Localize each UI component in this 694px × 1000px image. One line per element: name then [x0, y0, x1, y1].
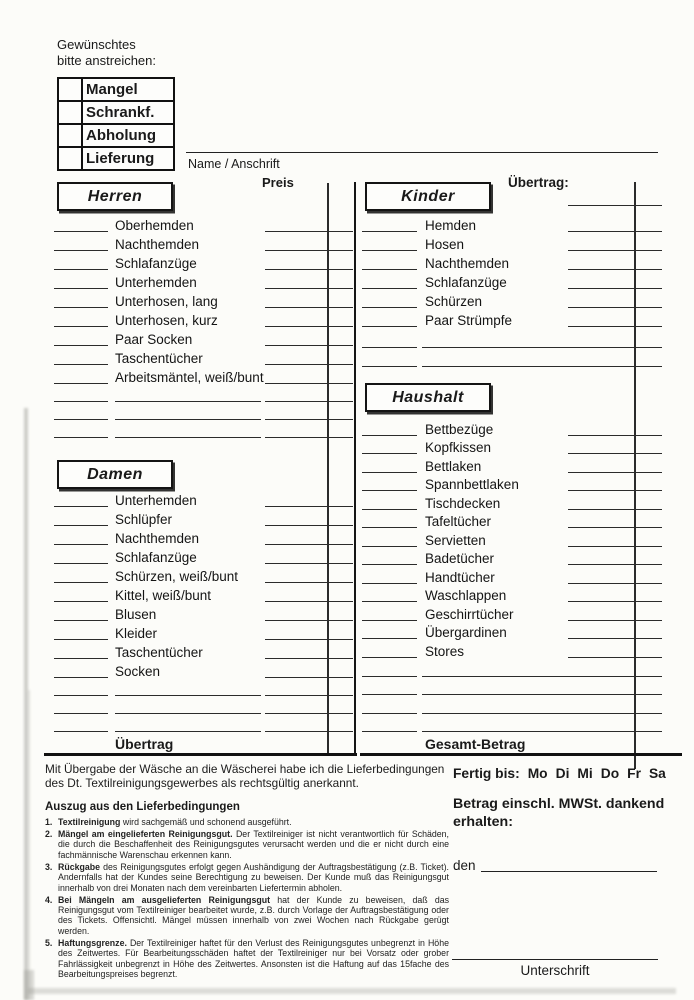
item-fill-line: [115, 401, 261, 402]
term-number: 1.: [45, 817, 53, 827]
quantity-fill-line: [54, 419, 108, 420]
blank-row: [38, 404, 355, 422]
term-lead: Rückgabe: [58, 861, 101, 872]
quantity-fill-line: [362, 676, 417, 677]
acknowledgement-text: Mit Übergabe der Wäsche an die Wäscherei habe ich die Lieferbedingungen des Dt. Textilreinigungsgewerbes als rechtsgültig anerkannt.: [45, 762, 445, 790]
price-fill-line: [265, 288, 353, 289]
item-label: Unterhosen, lang: [115, 294, 218, 309]
item-label: Kopfkissen: [425, 440, 492, 455]
price-fill-line: [568, 509, 662, 510]
price-fill-line: [265, 525, 353, 526]
haushalt-blank-rows: [355, 660, 662, 734]
marking-option-label: Schrankf.: [86, 104, 155, 121]
item-row: [355, 604, 662, 623]
item-row: [355, 475, 662, 494]
instruction-line2: bitte anstreichen:: [57, 52, 157, 68]
item-row: [38, 367, 355, 386]
price-fill-line: [568, 231, 662, 232]
item-label: Arbeitsmäntel, weiß/bunt: [115, 370, 264, 385]
quantity-fill-line: [54, 695, 108, 696]
term-text: [58, 895, 449, 937]
blank-row: [355, 187, 662, 208]
item-row: [38, 272, 355, 291]
item-row: [355, 456, 662, 475]
price-fill-line: [568, 546, 662, 547]
item-label: Tischdecken: [425, 495, 501, 511]
herren-item-rows: [38, 215, 355, 386]
item-row: [355, 234, 662, 253]
price-fill-line: [568, 694, 662, 695]
item-row: [355, 530, 662, 549]
quantity-fill-line: [362, 527, 417, 528]
marking-instruction: [57, 37, 156, 68]
item-label: Waschlappen: [425, 588, 507, 603]
item-row: [355, 623, 662, 642]
price-fill-line: [265, 713, 353, 714]
price-fill-line: [568, 347, 662, 348]
terms-title: Auszug aus den Lieferbedingungen: [45, 801, 240, 813]
item-label: Schürzen: [425, 294, 483, 309]
item-row: [355, 641, 662, 660]
quantity-fill-line: [362, 347, 417, 348]
item-row: [38, 547, 355, 566]
marking-options-table: [57, 77, 175, 171]
price-fill-line: [265, 582, 353, 583]
marking-option-row: [59, 79, 173, 102]
item-label: Hemden: [425, 218, 477, 233]
quantity-fill-line: [362, 509, 417, 510]
damen-item-rows: [38, 490, 355, 680]
term-number: 3.: [45, 861, 53, 872]
quantity-fill-line: [362, 638, 417, 639]
term-item: [45, 829, 449, 860]
item-row: [38, 642, 355, 661]
item-label: Bettlaken: [425, 458, 482, 474]
right-total-rule: [360, 753, 682, 756]
item-fill-line: [422, 694, 568, 695]
term-lead: Bei Mängeln am ausgelieferten Reinigungsgut: [58, 894, 271, 905]
item-label: Stores: [425, 643, 465, 659]
quantity-fill-line: [362, 269, 417, 270]
term-lead: Textilreinigung: [58, 817, 121, 827]
item-fill-line: [422, 366, 568, 367]
item-row: [38, 310, 355, 329]
item-fill-line: [115, 713, 261, 714]
item-label: Taschentücher: [115, 645, 203, 660]
item-row: [38, 348, 355, 367]
kinder-title: Kinder: [401, 187, 455, 205]
item-label: Unterhemden: [115, 275, 197, 290]
marking-option-row: [59, 148, 173, 169]
quantity-fill-line: [54, 506, 108, 507]
price-fill-line: [568, 205, 662, 206]
quantity-fill-line: [54, 563, 108, 564]
item-label: Paar Strümpfe: [425, 313, 513, 328]
quantity-fill-line: [362, 490, 417, 491]
terms-list: [45, 817, 449, 981]
quantity-fill-line: [54, 401, 108, 402]
price-fill-line: [568, 601, 662, 602]
section-header-damen: [57, 460, 173, 489]
item-label: Schlafanzüge: [115, 256, 197, 271]
uebertrag-amount-row: [355, 187, 662, 208]
blank-row: [355, 350, 662, 369]
checkbox-cell: [59, 102, 83, 123]
quantity-fill-line: [54, 269, 108, 270]
price-fill-line: [568, 676, 662, 677]
item-label: Taschentücher: [115, 351, 203, 366]
weekday-label: Mi: [577, 766, 593, 781]
price-fill-line: [265, 639, 353, 640]
item-label: Geschirrtücher: [425, 606, 514, 622]
checkbox-cell: [59, 125, 83, 146]
scan-edge-shadow-corner: [24, 970, 34, 1000]
date-fill-line: [481, 871, 657, 872]
term-text: [58, 938, 449, 980]
item-row: [38, 291, 355, 310]
price-fill-line: [568, 307, 662, 308]
price-fill-line: [265, 383, 353, 384]
quantity-fill-line: [54, 525, 108, 526]
blank-row: [38, 716, 355, 734]
quantity-fill-line: [54, 250, 108, 251]
item-label: Schürzen, weiß/bunt: [115, 569, 239, 584]
item-label: Hosen: [425, 237, 465, 252]
instruction-line1: Gewünschtes: [57, 37, 136, 52]
section-header-haushalt: [365, 383, 491, 412]
marking-option-label: Abholung: [86, 127, 156, 144]
quantity-fill-line: [362, 472, 417, 473]
haushalt-title: Haushalt: [392, 388, 464, 406]
item-label: Tafeltücher: [425, 514, 492, 529]
price-fill-line: [265, 269, 353, 270]
price-fill-line: [265, 601, 353, 602]
signature-label: Unterschrift: [520, 963, 590, 978]
item-row: [38, 329, 355, 348]
term-text: [58, 817, 449, 827]
price-fill-line: [568, 435, 662, 436]
item-fill-line: [422, 713, 568, 714]
item-row: [355, 253, 662, 272]
fertig-bis-label: Fertig bis:: [453, 766, 520, 781]
item-row: [355, 310, 662, 329]
quantity-fill-line: [54, 231, 108, 232]
item-row: [38, 234, 355, 253]
betrag-line1: Betrag einschl. MWSt. dankend: [453, 796, 665, 812]
quantity-fill-line: [54, 364, 108, 365]
blank-row: [355, 331, 662, 350]
price-fill-line: [568, 527, 662, 528]
quantity-fill-line: [54, 383, 108, 384]
price-fill-line: [568, 250, 662, 251]
marking-option-label: Lieferung: [86, 150, 155, 167]
preis-column-label: Preis: [262, 175, 294, 190]
herren-title: Herren: [87, 187, 143, 205]
price-fill-line: [568, 583, 662, 584]
price-fill-line: [568, 490, 662, 491]
item-label: Schlafanzüge: [425, 275, 507, 290]
item-label: Kleider: [115, 626, 158, 641]
item-fill-line: [115, 731, 261, 732]
item-fill-line: [115, 437, 261, 438]
quantity-fill-line: [362, 601, 417, 602]
name-anschrift-line: [186, 152, 658, 153]
marking-option-label: Mangel: [86, 81, 138, 98]
term-rest: des Reinigungsgutes erfolgt gegen Aushändigung der Auftragsbestätigung (z.B. Ticket). Andernfalls hat der Kundes seine Berechtigung zu beweisen. Der Kunde muß das Reinigungsgut innerhalb von drei Monaten nach dem vereinbarten Liefertermin abholen.: [58, 861, 449, 893]
term-item: [45, 817, 449, 827]
quantity-fill-line: [362, 731, 417, 732]
item-row: [38, 585, 355, 604]
scan-edge-shadow-left2: [28, 690, 30, 1000]
item-label: Nachthemden: [115, 531, 200, 546]
price-fill-line: [265, 620, 353, 621]
betrag-received-text: [453, 796, 664, 831]
item-label: Spannbettlaken: [425, 477, 519, 492]
kinder-item-rows: [355, 215, 662, 329]
item-label: Unterhemden: [115, 493, 197, 508]
quantity-fill-line: [362, 307, 417, 308]
haushalt-item-rows: [355, 419, 662, 660]
quantity-fill-line: [54, 345, 108, 346]
quantity-fill-line: [54, 713, 108, 714]
item-row: [38, 604, 355, 623]
item-row: [355, 419, 662, 438]
item-label: Servietten: [425, 532, 486, 548]
item-label: Nachthemden: [115, 237, 200, 252]
price-fill-line: [265, 250, 353, 251]
item-label: Blusen: [115, 607, 157, 622]
weekday-label: Do: [600, 766, 620, 781]
term-lead: Mängel am eingelieferten Reinigungsgut.: [58, 829, 233, 839]
quantity-fill-line: [362, 583, 417, 584]
item-row: [355, 438, 662, 457]
price-fill-line: [568, 472, 662, 473]
item-row: [355, 512, 662, 531]
herren-blank-rows: [38, 386, 355, 440]
quantity-fill-line: [362, 366, 417, 367]
section-header-herren: [57, 182, 173, 211]
term-rest: Der Textilreiniger ist nicht verantwortlich für Schäden, die durch die Beschaffenheit des Reinigungsgutes verursacht werden und die er nicht durch eine fachmännische Warenschau erkennen kann.: [58, 829, 449, 860]
item-row: [355, 586, 662, 605]
price-fill-line: [568, 453, 662, 454]
marking-option-row: [59, 125, 173, 148]
quantity-fill-line: [362, 231, 417, 232]
price-fill-line: [265, 401, 353, 402]
item-fill-line: [115, 419, 261, 420]
term-text: [58, 829, 449, 860]
term-number: 2.: [45, 829, 53, 839]
term-number: 5.: [45, 937, 53, 948]
price-fill-line: [568, 564, 662, 565]
item-row: [355, 272, 662, 291]
price-fill-line: [568, 288, 662, 289]
item-row: [38, 661, 355, 680]
item-row: [38, 509, 355, 528]
kinder-blank-rows: [355, 331, 662, 369]
quantity-fill-line: [362, 326, 417, 327]
term-number: 4.: [45, 894, 53, 905]
blank-row: [355, 679, 662, 698]
marking-option-row: [59, 102, 173, 125]
item-label: Oberhemden: [115, 218, 194, 233]
price-fill-line: [265, 437, 353, 438]
blank-row: [355, 716, 662, 735]
betrag-line2: erhalten:: [453, 813, 513, 830]
item-row: [355, 215, 662, 234]
checkbox-cell: [59, 79, 83, 100]
item-row: [355, 549, 662, 568]
left-total-rule: [44, 753, 357, 756]
weekday-label: Fr: [627, 766, 641, 781]
fertig-bis-row: [453, 766, 666, 781]
quantity-fill-line: [362, 250, 417, 251]
item-label: Paar Socken: [115, 332, 193, 347]
gesamt-betrag-label: Gesamt-Betrag: [425, 736, 526, 752]
term-rest: hat der Kunde zu beweisen, daß das Reinigungsgut vom Textilreiniger bearbeitet wurde, z.B. durch Vorlage der Auftragsbestätigung oder des Tickets. Offensichtl. Mängel müssen innerhalb von zwei Wochen nach Rückgabe gerügt werden.: [58, 894, 450, 936]
price-fill-line: [265, 307, 353, 308]
scan-edge-shadow-bottom: [28, 988, 676, 994]
item-label: Übergardinen: [425, 625, 507, 640]
quantity-fill-line: [54, 437, 108, 438]
quantity-fill-line: [362, 453, 417, 454]
quantity-fill-line: [54, 326, 108, 327]
price-fill-line: [265, 419, 353, 420]
quantity-fill-line: [54, 658, 108, 659]
checkbox-cell: [59, 148, 83, 169]
term-lead: Haftungsgrenze.: [58, 937, 127, 948]
price-fill-line: [568, 326, 662, 327]
item-fill-line: [422, 347, 568, 348]
item-fill-line: [422, 676, 568, 677]
blank-row: [355, 660, 662, 679]
weekday-label: Sa: [648, 766, 666, 781]
item-fill-line: [115, 695, 261, 696]
price-fill-line: [265, 677, 353, 678]
weekday-label: Di: [555, 766, 570, 781]
quantity-fill-line: [54, 639, 108, 640]
price-fill-line: [568, 657, 662, 658]
item-row: [355, 493, 662, 512]
price-fill-line: [568, 366, 662, 367]
quantity-fill-line: [54, 288, 108, 289]
quantity-fill-line: [362, 713, 417, 714]
signature-line: [452, 959, 658, 960]
price-fill-line: [568, 638, 662, 639]
quantity-fill-line: [362, 288, 417, 289]
blank-row: [38, 422, 355, 440]
price-fill-line: [265, 731, 353, 732]
price-fill-line: [265, 231, 353, 232]
quantity-fill-line: [54, 601, 108, 602]
term-rest: Der Textilreiniger haftet für den Verlust des Reinigungsgutes unbegrenzt in Höhe des Zeitwertes. Für Bearbeitungsschäden haftet der Textilreiniger nur bei Vorsatz oder grober Fahrlässigkeit unbegrenzt in Höhe des Zeitwertes. Ansonsten ist die Haftung auf das 15fache des Bearbeitungspreises begrenzt.: [58, 937, 449, 980]
term-item: [45, 895, 449, 937]
item-row: [38, 253, 355, 272]
item-fill-line: [422, 731, 568, 732]
quantity-fill-line: [362, 694, 417, 695]
item-label: Schlafanzüge: [115, 550, 197, 565]
name-anschrift-label: Name / Anschrift: [188, 157, 280, 171]
item-row: [38, 566, 355, 585]
item-label: Badetücher: [425, 551, 495, 566]
uebertrag-carryover-label: Übertrag:: [508, 175, 569, 190]
item-label: Nachthemden: [425, 256, 510, 271]
price-fill-line: [265, 695, 353, 696]
price-fill-line: [568, 731, 662, 732]
item-row: [38, 215, 355, 234]
quantity-fill-line: [54, 582, 108, 583]
price-fill-line: [265, 345, 353, 346]
blank-row: [38, 680, 355, 698]
blank-row: [38, 386, 355, 404]
blank-row: [355, 697, 662, 716]
item-label: Schlüpfer: [115, 512, 173, 527]
damen-blank-rows: [38, 680, 355, 734]
weekday-label: Mo: [527, 766, 548, 781]
quantity-fill-line: [54, 307, 108, 308]
item-label: Socken: [115, 664, 161, 679]
item-row: [38, 623, 355, 642]
quantity-fill-line: [54, 544, 108, 545]
damen-title: Damen: [87, 465, 143, 483]
quantity-fill-line: [54, 620, 108, 621]
price-fill-line: [265, 544, 353, 545]
term-item: [45, 938, 449, 980]
quantity-fill-line: [54, 731, 108, 732]
price-fill-line: [568, 269, 662, 270]
price-fill-line: [265, 326, 353, 327]
quantity-fill-line: [362, 657, 417, 658]
item-label: Handtücher: [425, 569, 495, 585]
price-fill-line: [568, 713, 662, 714]
item-row: [38, 528, 355, 547]
price-fill-line: [265, 658, 353, 659]
quantity-fill-line: [362, 546, 417, 547]
term-item: [45, 862, 449, 893]
weekday-options: [520, 766, 666, 781]
item-row: [38, 490, 355, 509]
quantity-fill-line: [362, 564, 417, 565]
term-rest: wird sachgemäß und schonend ausgeführt.: [120, 817, 292, 827]
quantity-fill-line: [362, 620, 417, 621]
term-text: [58, 862, 449, 893]
blank-row: [38, 698, 355, 716]
price-fill-line: [265, 364, 353, 365]
price-fill-line: [265, 563, 353, 564]
item-row: [355, 291, 662, 310]
item-label: Unterhosen, kurz: [115, 313, 218, 328]
date-den-label: den: [453, 858, 476, 873]
item-label: Bettbezüge: [425, 421, 494, 437]
price-fill-line: [265, 506, 353, 507]
quantity-fill-line: [362, 435, 417, 436]
price-fill-line: [568, 620, 662, 621]
item-row: [355, 567, 662, 586]
quantity-fill-line: [54, 677, 108, 678]
item-label: Kittel, weiß/bunt: [115, 588, 212, 603]
uebertrag-total-label: Übertrag: [115, 736, 174, 752]
